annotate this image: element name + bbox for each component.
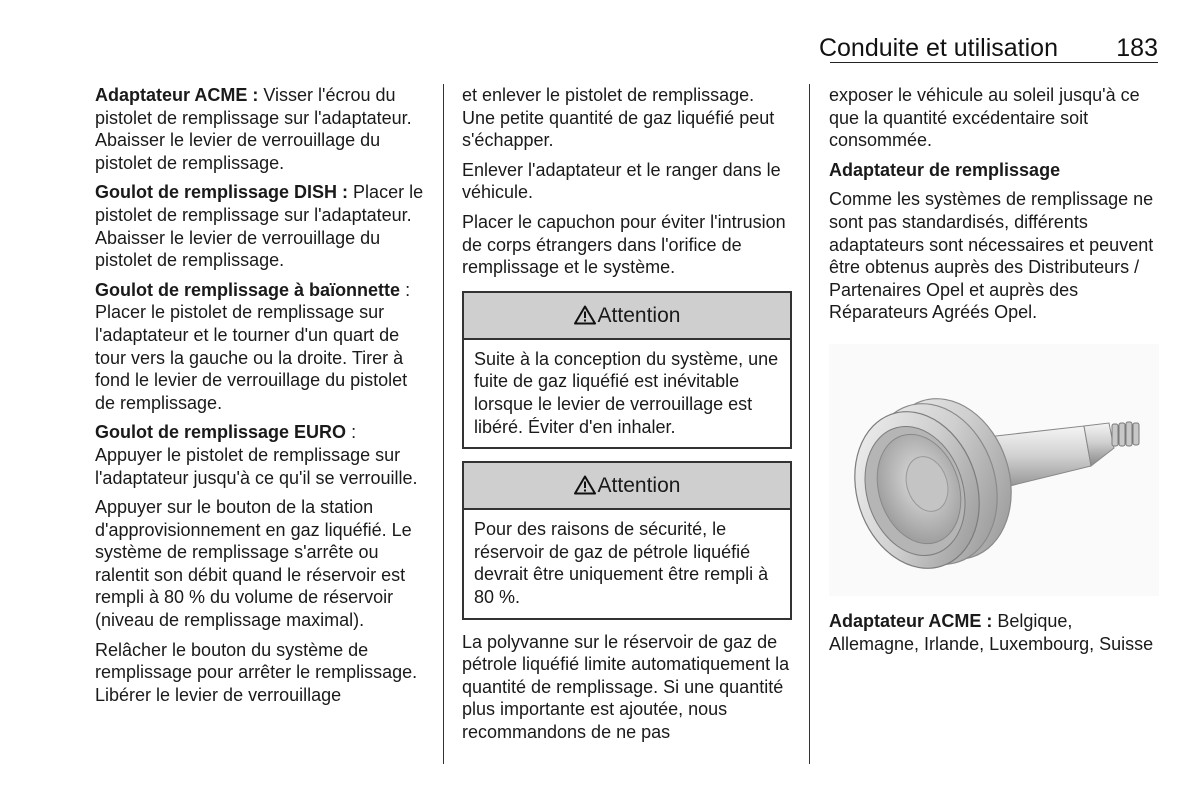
header-rule xyxy=(830,62,1158,63)
paragraph-station-button: Appuyer sur le bouton de la station d'approvisionnement en gaz liquéfié. Le système de remplissage s'arrête ou ralentit son débit quand le réservoir est rempli à 80 % du volume de réservoir (niveau de remplissage maximal). xyxy=(95,497,412,631)
column-divider xyxy=(809,84,810,764)
warning-box xyxy=(462,291,792,449)
paragraph-sun-exposure: exposer le véhicule au soleil jusqu'à ce que la quantité excédentaire soit consommée. xyxy=(829,85,1140,151)
warning-text: Suite à la conception du système, une fuite de gaz liquéfié est inévitable lorsque le levier de verrouillage est libéré. Éviter d'en inhaler. xyxy=(474,348,779,437)
warning-box xyxy=(462,461,792,619)
column-middle xyxy=(462,84,792,750)
warning-text: Pour des raisons de sécurité, le réservoir de gaz de pétrole liquéfié devrait être uniquement être rempli à 80 %. xyxy=(474,519,769,607)
term-bayonet: Goulot de remplissage à baïonnette xyxy=(95,279,401,300)
acme-adapter-icon xyxy=(829,344,1159,596)
term-acme: Adaptateur ACME : xyxy=(95,85,259,105)
section-title: Conduite et utilisation xyxy=(818,34,1058,62)
caption-term: Adaptateur ACME : xyxy=(829,610,993,631)
term-euro: Goulot de remplissage EURO xyxy=(95,422,347,443)
acme-adapter-illustration xyxy=(829,344,1159,596)
column-left xyxy=(95,84,425,713)
figure-caption xyxy=(829,610,1159,655)
warning-header xyxy=(464,293,790,340)
paragraph-release-button: Relâcher le bouton du système de remplissage pour arrêter le remplissage. Libérer le levier de verrouillage xyxy=(95,639,418,705)
column-divider xyxy=(443,84,444,764)
term-dish: Goulot de remplissage DISH : xyxy=(95,182,349,203)
paragraph-remove-nozzle: et enlever le pistolet de remplissage. Une petite quantité de gaz liquéfié peut s'échapper. xyxy=(462,85,775,151)
text-euro: : Appuyer le pistolet de remplissage sur l'adaptateur jusqu'à ce qu'il se verrouille. xyxy=(95,422,418,488)
paragraph-euro xyxy=(95,421,425,489)
text-dish: Placer le pistolet de remplissage sur l'adaptateur. Abaisser le levier de verrouillage du pistolet de remplissage. xyxy=(95,182,424,271)
paragraph-adapters: Comme les systèmes de remplissage ne sont pas standardisés, différents adaptateurs sont nécessaires et peuvent être obtenus auprès des Distributeurs / Partenaires Opel et auprès des Réparateurs Agréés Opel. xyxy=(829,189,1154,323)
paragraph-dish xyxy=(95,181,425,271)
paragraph-acme xyxy=(95,84,425,174)
text-bayonet: : Placer le pistolet de remplissage sur l'adaptateur et le tourner d'un quart de tour vers la gauche ou la droite. Tirer à fond le levier de verrouillage du pistolet de remplissage. xyxy=(95,279,411,413)
caption-text: Belgique, Allemagne, Irlande, Luxembourg, Suisse xyxy=(829,610,1154,654)
warning-triangle-icon xyxy=(574,305,596,325)
paragraph-store-adapter: Enlever l'adaptateur et le ranger dans le véhicule. xyxy=(462,159,781,203)
paragraph-place-cap: Placer le capuchon pour éviter l'intrusion de corps étrangers dans l'orifice de remplissage et le système. xyxy=(462,211,786,278)
warning-triangle-icon xyxy=(574,475,596,495)
text-acme: Visser l'écrou du pistolet de remplissage sur l'adaptateur. Abaisser le levier de verrouillage du pistolet de remplissage. xyxy=(95,85,412,173)
warning-title: Attention xyxy=(597,474,681,498)
warning-title: Attention xyxy=(597,303,681,327)
paragraph-bayonet xyxy=(95,279,425,415)
paragraph-multivalve: La polyvanne sur le réservoir de gaz de pétrole liquéfié limite automatiquement la quantité de remplissage. Si une quantité plus importante est ajoutée, nous recommandons de ne pas xyxy=(462,631,790,742)
column-right xyxy=(829,84,1159,662)
warning-header xyxy=(464,463,790,510)
page-number: 183 xyxy=(1116,34,1158,62)
section-heading: Adaptateur de remplissage xyxy=(829,159,1061,180)
